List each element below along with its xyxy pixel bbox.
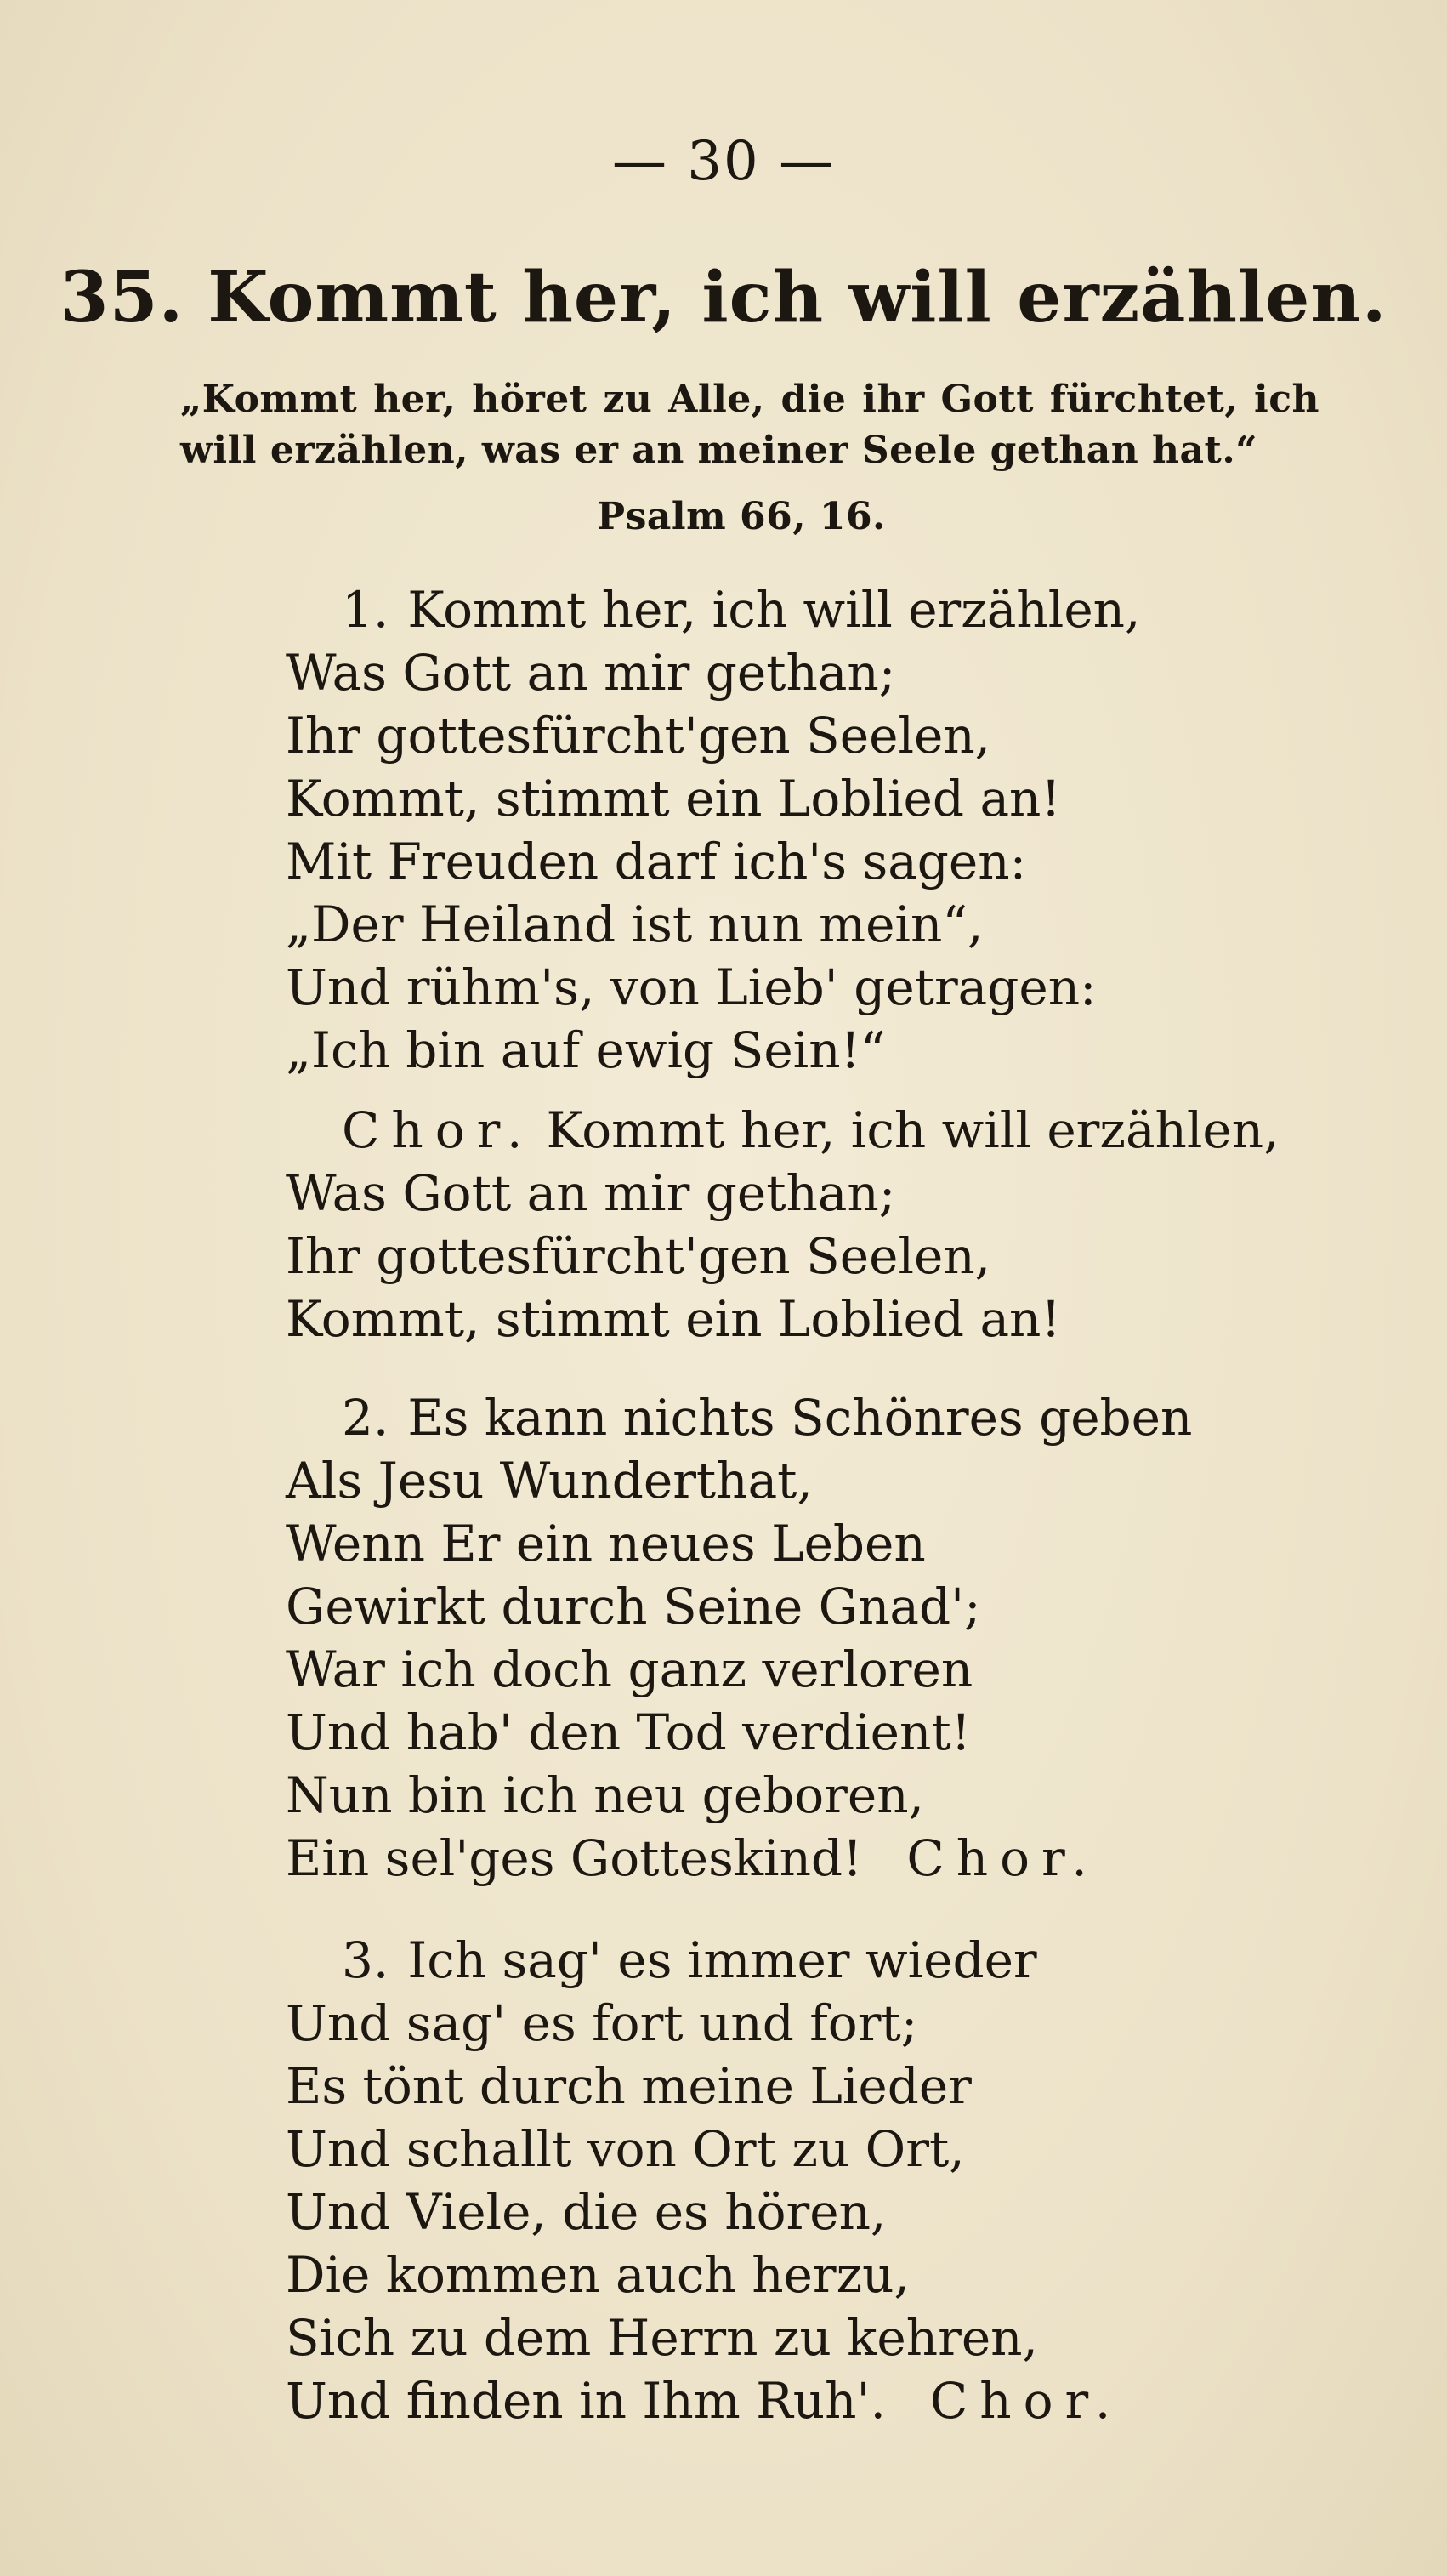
verse-line: Die kommen auch herzu, [286, 2246, 910, 2304]
page-number: — 30 — [611, 130, 836, 193]
verse-line: Und schallt von Ort zu Ort, [286, 2120, 965, 2178]
hymn-title-text: Kommt her, ich will erzählen. [207, 257, 1387, 338]
verse-line: 2. Es kann nichts Schönres geben [342, 1389, 1193, 1447]
hymn-number: 35. [60, 257, 184, 338]
chorus-reference: Chor. [906, 1829, 1099, 1887]
hymn-title [0, 255, 1447, 340]
verse-number: 3. [342, 1931, 389, 1989]
epigraph-line: will erzählen, was er an meiner Seele gethan hat.“ [180, 429, 1258, 472]
verse-line: „Ich bin auf ewig Sein!“ [286, 1021, 886, 1079]
verse-line: Und finden in Ihm Ruh'. Chor. [286, 2372, 1123, 2430]
verse-line: Kommt, stimmt ein Loblied an! [286, 770, 1061, 827]
verse-line: Was Gott an mir gethan; [286, 644, 896, 702]
chorus-line: Ihr gottesfürcht'gen Seelen, [286, 1227, 991, 1285]
verse-line: War ich doch ganz verloren [286, 1641, 973, 1698]
verse-line: Und sag' es fort und fort; [286, 1994, 918, 2052]
verse-line: „Der Heiland ist nun mein“, [286, 896, 984, 953]
verse-line: Wenn Er ein neues Leben [286, 1515, 926, 1572]
verse-3 [286, 1929, 1306, 2432]
verse-1 [286, 578, 1306, 1082]
epigraph-line: „Kommt her, höret zu Alle, die ihr Gott fürchtet, ich [180, 378, 1319, 421]
verse-line: Ein sel'ges Gotteskind! Chor. [286, 1829, 1099, 1887]
epigraph-reference: Psalm 66, 16. [597, 495, 886, 538]
verse-line: Gewirkt durch Seine Gnad'; [286, 1578, 981, 1635]
verse-line: Und hab' den Tod verdient! [286, 1703, 971, 1761]
verse-line: Es tönt durch meine Lieder [286, 2057, 972, 2115]
chorus-label: Chor. [342, 1101, 535, 1159]
verse-line: Sich zu dem Herrn zu kehren, [286, 2309, 1038, 2367]
verse-line: 1. Kommt her, ich will erzählen, [342, 581, 1141, 639]
verse-line: Nun bin ich neu geboren, [286, 1766, 924, 1824]
verse-line: Und Viele, die es hören, [286, 2183, 887, 2241]
verse-number: 1. [342, 581, 389, 639]
epigraph [180, 374, 1319, 543]
chorus-line: Chor. Kommt her, ich will erzählen, [342, 1101, 1280, 1159]
chorus [286, 1099, 1306, 1351]
chorus-line: Kommt, stimmt ein Loblied an! [286, 1290, 1061, 1348]
verse-line: Als Jesu Wunderthat, [286, 1452, 813, 1510]
verse-line: 3. Ich sag' es immer wieder [342, 1931, 1037, 1989]
verse-line: Mit Freuden darf ich's sagen: [286, 833, 1027, 890]
verse-number: 2. [342, 1389, 389, 1447]
chorus-reference: Chor. [929, 2372, 1123, 2430]
verse-2 [286, 1386, 1306, 1890]
verse-line: Ihr gottesfürcht'gen Seelen, [286, 707, 991, 765]
verse-line: Und rühm's, von Lieb' getragen: [286, 958, 1097, 1016]
chorus-line: Was Gott an mir gethan; [286, 1164, 896, 1222]
